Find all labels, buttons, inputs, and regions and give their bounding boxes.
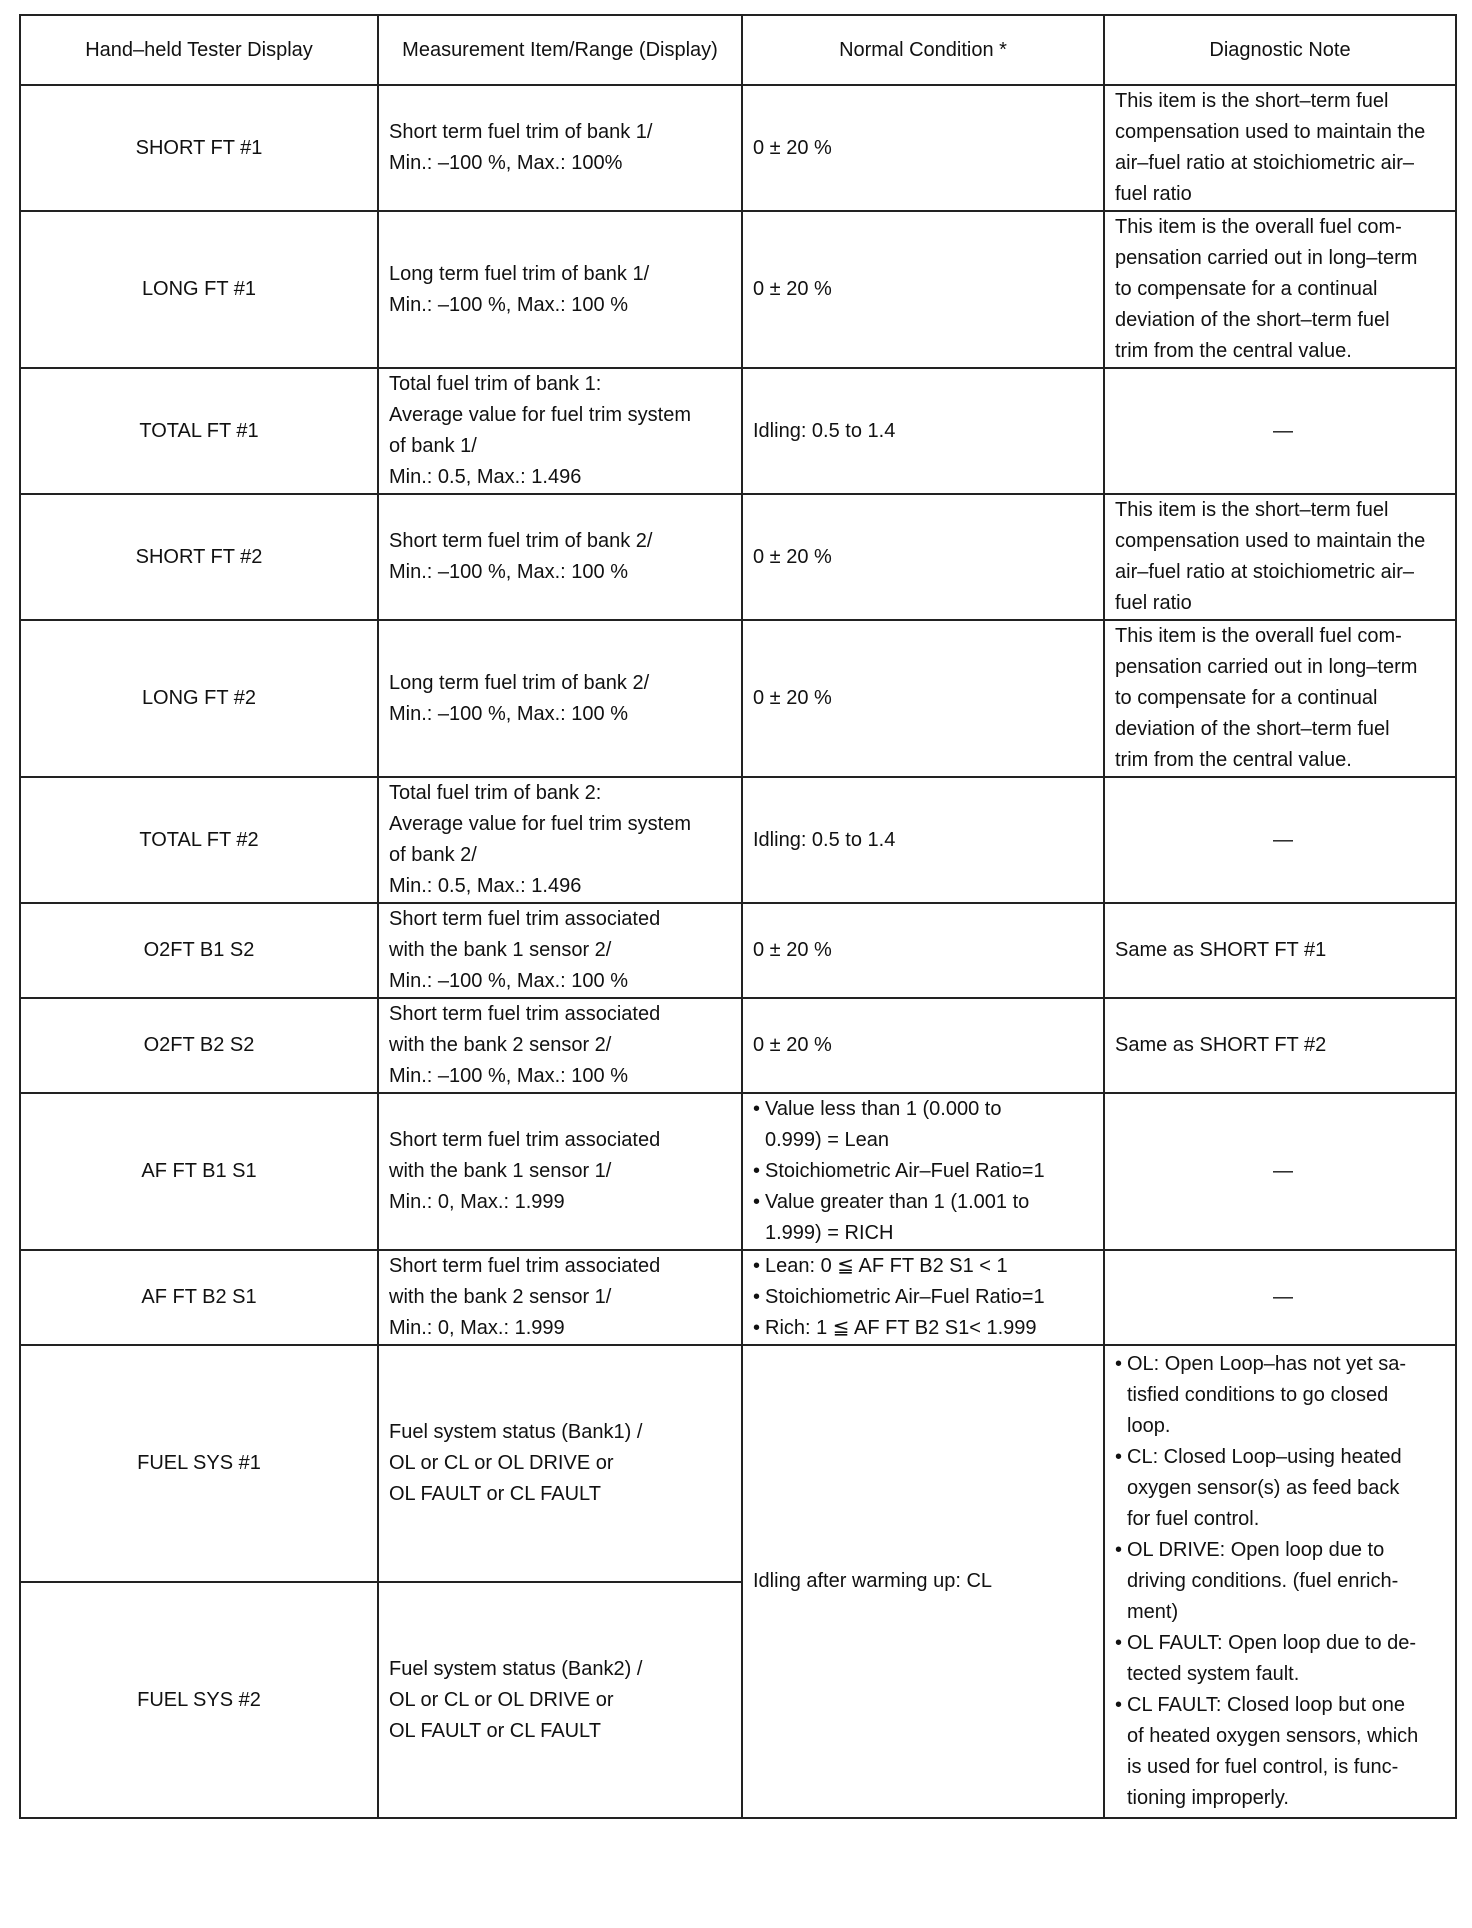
header-measurement: Measurement Item/Range (Display)	[378, 15, 742, 85]
text-line: Same as SHORT FT #1	[1115, 939, 1327, 961]
tester-display-label: SHORT FT #1	[135, 136, 263, 159]
measurement-cell	[378, 1582, 742, 1818]
bullet-item	[753, 1094, 1093, 1156]
text-line: • OL DRIVE: Open loop due to	[1127, 1539, 1385, 1561]
text-line: 0 ± 20 %	[753, 136, 832, 159]
text-line: Short term fuel trim associated	[389, 908, 661, 930]
normal-condition-cell	[742, 1250, 1104, 1345]
normal-condition-cell	[742, 368, 1104, 494]
text-line: Fuel system status (Bank1) /	[389, 1421, 643, 1443]
header-normal-condition: Normal Condition *	[742, 15, 1104, 85]
measurement-cell	[378, 903, 742, 998]
tester-display-label: TOTAL FT #1	[139, 419, 259, 442]
text-line: Min.: –100 %, Max.: 100 %	[389, 702, 629, 725]
header-diagnostic-note: Diagnostic Note	[1104, 15, 1456, 85]
diagnostic-note-cell	[1104, 620, 1456, 777]
text-line: of bank 1/	[389, 435, 477, 457]
normal-condition-cell	[742, 1345, 1104, 1818]
normal-condition-cell	[742, 777, 1104, 903]
table-row	[20, 1093, 1456, 1250]
tester-display-cell	[20, 998, 378, 1093]
text-line: 0 ± 20 %	[753, 939, 832, 961]
normal-condition-cell	[742, 494, 1104, 620]
text-line: Total fuel trim of bank 1:	[389, 373, 602, 395]
measurement-cell	[378, 211, 742, 368]
tester-display-cell	[20, 903, 378, 998]
text-line: 0.999) = Lean	[765, 1129, 889, 1151]
text-line: Long term fuel trim of bank 1/	[389, 262, 650, 285]
text-line: • OL FAULT: Open loop due to de-	[1127, 1632, 1417, 1654]
text-line: • Rich: 1 ≦ AF FT B2 S1< 1.999	[765, 1317, 1037, 1339]
normal-condition-cell	[742, 85, 1104, 211]
table-row	[20, 903, 1456, 998]
text-line: 0 ± 20 %	[753, 278, 832, 300]
measurement-cell	[378, 1093, 742, 1250]
text-line: with the bank 2 sensor 2/	[389, 1034, 612, 1056]
tester-display-cell	[20, 494, 378, 620]
text-line: OL FAULT or CL FAULT	[389, 1719, 601, 1742]
text-line: Min.: –100 %, Max.: 100 %	[389, 293, 629, 316]
measurement-cell	[378, 998, 742, 1093]
text-line: tisfied conditions to go closed	[1127, 1384, 1389, 1406]
bullet-item	[1115, 1535, 1451, 1628]
tester-display-label: TOTAL FT #2	[139, 828, 259, 851]
measurement-cell	[378, 494, 742, 620]
tester-display-label: FUEL SYS #1	[137, 1452, 261, 1474]
table-row	[20, 85, 1456, 211]
measurement-cell	[378, 777, 742, 903]
header-tester-display: Hand–held Tester Display	[20, 15, 378, 85]
text-line: Min.: –100 %, Max.: 100 %	[389, 970, 629, 992]
table-body	[20, 85, 1456, 1818]
tester-display-cell	[20, 211, 378, 368]
text-line: is used for fuel control, is func-	[1127, 1756, 1399, 1778]
text-line: This item is the short–term fuel	[1115, 90, 1389, 112]
bullet-list	[753, 1251, 1093, 1344]
text-line: • Value greater than 1 (1.001 to	[765, 1191, 1030, 1213]
normal-condition-cell	[742, 998, 1104, 1093]
text-line: oxygen sensor(s) as feed back	[1127, 1477, 1400, 1499]
text-line: This item is the overall fuel com-	[1115, 216, 1402, 238]
text-line: Short term fuel trim of bank 2/	[389, 530, 653, 552]
text-line: with the bank 2 sensor 1/	[389, 1286, 612, 1308]
text-line: Short term fuel trim associated	[389, 1129, 661, 1151]
text-line: fuel ratio	[1115, 592, 1192, 614]
bullet-item	[1115, 1442, 1451, 1535]
diagnostic-note-cell	[1104, 368, 1456, 494]
text-line: —	[1273, 419, 1293, 442]
diagnostic-note-cell	[1104, 85, 1456, 211]
diagnostic-note-cell	[1104, 211, 1456, 368]
text-line: Total fuel trim of bank 2:	[389, 782, 602, 804]
text-line: Idling after warming up: CL	[753, 1570, 993, 1592]
text-line: Min.: –100 %, Max.: 100 %	[389, 1065, 629, 1087]
text-line: • CL: Closed Loop–using heated	[1127, 1446, 1402, 1468]
diagnostic-note-cell	[1104, 903, 1456, 998]
text-line: Long term fuel trim of bank 2/	[389, 671, 650, 694]
tester-display-label: LONG FT #2	[141, 687, 257, 709]
bullet-list	[753, 1094, 1093, 1249]
text-line: tected system fault.	[1127, 1663, 1300, 1685]
bullet-item	[1115, 1349, 1451, 1442]
table-row	[20, 620, 1456, 777]
diagnostic-note-cell	[1104, 777, 1456, 903]
measurement-cell	[378, 1250, 742, 1345]
tester-display-cell	[20, 368, 378, 494]
text-line: —	[1273, 828, 1293, 851]
text-line: 1.999) = RICH	[765, 1222, 894, 1244]
header-row	[20, 15, 1456, 85]
text-line: Short term fuel trim associated	[389, 1003, 661, 1025]
bullet-item	[1115, 1690, 1451, 1814]
text-line: Min.: –100 %, Max.: 100%	[389, 152, 623, 174]
table-row	[20, 1250, 1456, 1345]
bullet-item	[1115, 1628, 1451, 1690]
text-line: trim from the central value.	[1115, 340, 1352, 362]
text-line: 0 ± 20 %	[753, 545, 832, 568]
text-line: deviation of the short–term fuel	[1115, 718, 1390, 740]
bullet-item	[753, 1313, 1093, 1344]
tester-display-label: SHORT FT #2	[135, 545, 263, 568]
text-line: ment)	[1127, 1601, 1179, 1623]
tester-display-label: FUEL SYS #2	[137, 1688, 261, 1711]
bullet-item	[753, 1156, 1093, 1187]
text-line: for fuel control.	[1127, 1508, 1260, 1530]
text-line: fuel ratio	[1115, 183, 1192, 205]
text-line: Short term fuel trim associated	[389, 1255, 661, 1277]
measurement-cell	[378, 85, 742, 211]
diagnostic-note-cell	[1104, 1345, 1456, 1818]
bullet-item	[753, 1187, 1093, 1249]
diagnostic-note-cell	[1104, 1093, 1456, 1250]
text-line: OL FAULT or CL FAULT	[389, 1483, 601, 1505]
text-line: to compensate for a continual	[1115, 278, 1378, 300]
tester-display-label: LONG FT #1	[141, 278, 257, 300]
tester-display-label: O2FT B2 S2	[143, 1034, 255, 1056]
text-line: • Value less than 1 (0.000 to	[765, 1098, 1002, 1120]
diagnostic-note-cell	[1104, 1250, 1456, 1345]
text-line: air–fuel ratio at stoichiometric air–	[1115, 561, 1415, 583]
text-line: Min.: 0, Max.: 1.999	[389, 1191, 565, 1213]
text-line: —	[1273, 1286, 1293, 1308]
table-row	[20, 777, 1456, 903]
text-line: OL or CL or OL DRIVE or	[389, 1452, 614, 1474]
text-line: with the bank 1 sensor 1/	[389, 1160, 612, 1182]
diagnostic-note-cell	[1104, 998, 1456, 1093]
bullet-item	[753, 1251, 1093, 1282]
tester-display-label: AF FT B1 S1	[141, 1160, 257, 1182]
text-line: —	[1273, 1160, 1293, 1182]
text-line: Min.: –100 %, Max.: 100 %	[389, 561, 629, 583]
measurement-cell	[378, 368, 742, 494]
text-line: Same as SHORT FT #2	[1115, 1034, 1327, 1056]
text-line: Short term fuel trim of bank 1/	[389, 121, 653, 143]
text-line: This item is the short–term fuel	[1115, 499, 1389, 521]
tester-display-cell	[20, 1093, 378, 1250]
data-list-table	[19, 14, 1457, 1819]
tester-display-label: O2FT B1 S2	[143, 939, 255, 961]
text-line: OL or CL or OL DRIVE or	[389, 1688, 614, 1711]
text-line: Min.: 0.5, Max.: 1.496	[389, 466, 582, 488]
text-line: Idling: 0.5 to 1.4	[753, 828, 896, 851]
text-line: Average value for fuel trim system	[389, 404, 691, 426]
normal-condition-cell	[742, 903, 1104, 998]
text-line: This item is the overall fuel com-	[1115, 625, 1402, 647]
table-row	[20, 1345, 1456, 1582]
text-line: pensation carried out in long–term	[1115, 247, 1418, 269]
text-line: • Lean: 0 ≦ AF FT B2 S1 < 1	[765, 1255, 1008, 1277]
tester-display-label: AF FT B2 S1	[141, 1286, 257, 1308]
measurement-cell	[378, 1345, 742, 1582]
table-row	[20, 368, 1456, 494]
normal-condition-cell	[742, 1093, 1104, 1250]
normal-condition-cell	[742, 620, 1104, 777]
normal-condition-cell	[742, 211, 1104, 368]
bullet-item	[753, 1282, 1093, 1313]
text-line: Idling: 0.5 to 1.4	[753, 419, 896, 442]
bullet-list	[1115, 1349, 1451, 1814]
text-line: • CL FAULT: Closed loop but one	[1127, 1694, 1405, 1716]
text-line: pensation carried out in long–term	[1115, 656, 1418, 678]
tester-display-cell	[20, 85, 378, 211]
text-line: with the bank 1 sensor 2/	[389, 939, 612, 961]
tester-display-cell	[20, 1250, 378, 1345]
text-line: 0 ± 20 %	[753, 687, 832, 709]
diagnostic-note-cell	[1104, 494, 1456, 620]
table-row	[20, 211, 1456, 368]
text-line: trim from the central value.	[1115, 749, 1352, 771]
text-line: Min.: 0.5, Max.: 1.496	[389, 875, 582, 897]
text-line: 0 ± 20 %	[753, 1034, 832, 1056]
table-row	[20, 998, 1456, 1093]
table-row	[20, 494, 1456, 620]
tester-display-cell	[20, 777, 378, 903]
measurement-cell	[378, 620, 742, 777]
text-line: Average value for fuel trim system	[389, 813, 691, 835]
text-line: driving conditions. (fuel enrich-	[1127, 1570, 1399, 1592]
text-line: loop.	[1127, 1415, 1171, 1437]
tester-display-cell	[20, 1582, 378, 1818]
text-line: • Stoichiometric Air–Fuel Ratio=1	[765, 1286, 1045, 1308]
text-line: deviation of the short–term fuel	[1115, 309, 1390, 331]
tester-display-cell	[20, 620, 378, 777]
text-line: • OL: Open Loop–has not yet sa-	[1127, 1353, 1407, 1375]
text-line: • Stoichiometric Air–Fuel Ratio=1	[765, 1160, 1045, 1182]
text-line: compensation used to maintain the	[1115, 121, 1426, 143]
text-line: Fuel system status (Bank2) /	[389, 1657, 643, 1680]
tester-display-cell	[20, 1345, 378, 1582]
text-line: compensation used to maintain the	[1115, 530, 1426, 552]
text-line: of heated oxygen sensors, which	[1127, 1725, 1419, 1747]
text-line: of bank 2/	[389, 844, 477, 866]
text-line: air–fuel ratio at stoichiometric air–	[1115, 152, 1415, 174]
text-line: to compensate for a continual	[1115, 687, 1378, 709]
text-line: tioning improperly.	[1127, 1787, 1289, 1809]
text-line: Min.: 0, Max.: 1.999	[389, 1317, 565, 1339]
